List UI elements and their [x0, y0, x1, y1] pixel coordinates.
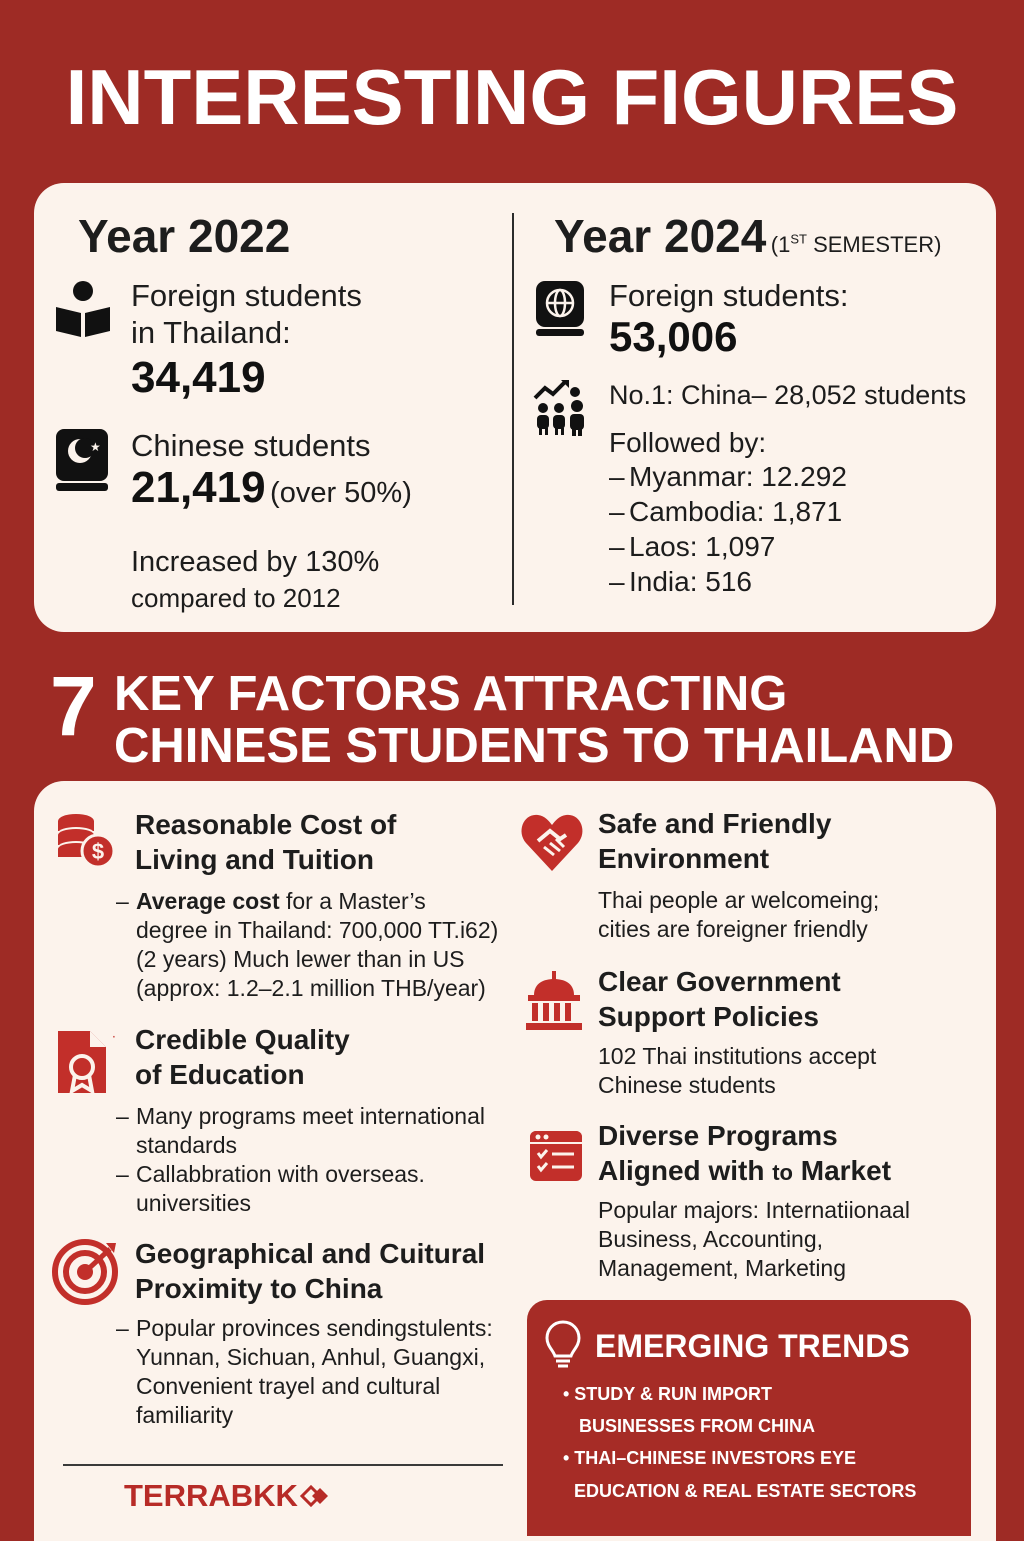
- factor-quality-body: [116, 1102, 485, 1218]
- factor-safe-body: [598, 886, 879, 944]
- footer-divider: [63, 1464, 503, 1466]
- semester-suffix: SEMESTER): [806, 232, 942, 257]
- factor-programs-line-2: Business, Accounting,: [598, 1226, 824, 1252]
- factor-geo-body: [116, 1314, 493, 1430]
- factor-geo-title-1: Geographical and Cuitural: [135, 1238, 486, 1269]
- factor-safe-line-1: Thai people ar welcomeing;: [598, 887, 880, 913]
- factor-cost-title-1: Reasonable Cost of: [135, 809, 397, 840]
- factor-gov-line-2: Chinese students: [598, 1072, 776, 1098]
- country-item-myanmar: – Myanmar: 12.292: [609, 459, 847, 494]
- factor-programs-body: [598, 1196, 910, 1283]
- lightbulb-icon: [545, 1320, 581, 1375]
- chinese-students-2022-row: [131, 463, 412, 513]
- globe-book-icon: [536, 281, 584, 342]
- factor-quality-item-2: – Callabbration with overseas.: [116, 1160, 485, 1189]
- factor-geo-line-2: Yunnan, Sichuan, Anhul, Guangxi,: [136, 1344, 486, 1370]
- factor-cost-bold: Average cost: [136, 888, 280, 914]
- factor-cost-line-1: [116, 887, 498, 916]
- factor-quality-item-2-cont: universities: [136, 1190, 252, 1216]
- page-title: INTERESTING FIGURES: [65, 53, 959, 141]
- trend-item-2-cont: EDUCATION & REAL ESTATE SECTORS: [574, 1481, 917, 1501]
- factor-gov-title-2: Support Policies: [598, 1001, 819, 1032]
- country-item-india: – India: 516: [609, 564, 847, 599]
- year-2024-heading: [554, 209, 941, 263]
- factor-safe-title-2: Environment: [598, 843, 770, 874]
- factor-gov-title-1: Clear Government: [598, 966, 841, 997]
- factor-gov-line-1: 102 Thai institutions accept: [598, 1043, 877, 1069]
- svg-text:★: ★: [90, 440, 101, 454]
- svg-text:$: $: [91, 839, 105, 864]
- factor-cost-body: [116, 887, 498, 1003]
- factor-cost-line-4: (approx: 1.2–2.1 million THB/year): [136, 975, 486, 1001]
- chinese-students-2022-value: 21,419: [131, 463, 266, 512]
- factor-programs-title-2b: to: [772, 1160, 793, 1185]
- factors-heading-line-1: KEY FACTORS ATTRACTING: [114, 667, 788, 721]
- factor-geo-title-2: Proximity to China: [135, 1273, 383, 1304]
- coins-dollar-icon: [54, 811, 116, 878]
- factor-cost-title: [135, 807, 396, 877]
- factor-quality-item-1-cont: standards: [136, 1132, 238, 1158]
- logo-text: TERRABKK: [124, 1478, 298, 1513]
- factor-cost-line-2: degree in Thailand: 700,000 TT.i62): [136, 917, 499, 943]
- crescent-star-book-icon: [56, 429, 108, 496]
- certificate-ribbon-icon: [56, 1029, 114, 1100]
- factor-safe-title-1: Safe and Friendly: [598, 808, 832, 839]
- country-item-laos: – Laos: 1,097: [609, 529, 847, 564]
- checklist-icon: [530, 1131, 582, 1186]
- trend-item-1: • STUDY & RUN IMPORT: [563, 1384, 772, 1404]
- year-2022-title: Year 2022: [78, 210, 291, 262]
- foreign-students-2022-value: 34,419: [131, 353, 266, 402]
- factor-cost-title-2: Living and Tuition: [135, 844, 374, 875]
- trend-item-2: • THAI–CHINESE INVESTORS EYE: [563, 1448, 857, 1468]
- foreign-students-2024-label: Foreign students:: [609, 278, 849, 313]
- factor-programs-line-1: Popular majors: Internatiionaal: [598, 1197, 910, 1223]
- target-icon: [50, 1237, 120, 1312]
- increase-text-2: compared to 2012: [131, 583, 341, 613]
- foreign-students-2022-label-1: Foreign students: [131, 278, 362, 313]
- terrabkk-logo: [124, 1478, 332, 1514]
- factor-geo-title: [135, 1236, 485, 1306]
- chinese-students-2022-share: (over 50%): [270, 477, 412, 509]
- factor-quality-title: [135, 1022, 350, 1092]
- growth-people-icon: [531, 378, 589, 441]
- factor-geo-line-3: Convenient trayel and cultural: [136, 1373, 441, 1399]
- factor-quality-title-2: of Education: [135, 1059, 305, 1090]
- emerging-trends-title: EMERGING TRENDS: [595, 1328, 910, 1364]
- chinese-students-2022-label: Chinese students: [131, 428, 371, 463]
- foreign-students-2024-value: 53,006: [609, 313, 738, 360]
- factor-geo-line-4: familiarity: [136, 1402, 234, 1428]
- semester-label: [771, 232, 942, 257]
- heart-handshake-icon: [520, 811, 584, 878]
- followed-by-label: Followed by:: [609, 427, 767, 458]
- factor-programs-title-2a: Aligned with: [598, 1155, 773, 1186]
- factor-safe-title: [598, 806, 831, 876]
- semester-prefix: (1: [770, 232, 791, 257]
- factor-programs-title: [598, 1118, 891, 1190]
- column-divider: [512, 213, 514, 605]
- factor-geo-line-1: – Popular provinces sendingstulents:: [116, 1314, 493, 1343]
- emerging-trends-box: [527, 1300, 971, 1536]
- factor-programs-title-1: Diverse Programs: [598, 1120, 838, 1151]
- factor-cost-line-3: (2 years) Much lewer than in US: [136, 946, 465, 972]
- country-list: [609, 459, 847, 599]
- reading-student-icon: [54, 279, 112, 344]
- government-building-icon: [524, 971, 584, 1036]
- semester-sup: ST: [790, 231, 807, 247]
- factors-heading: [114, 668, 1004, 772]
- factor-gov-body: [598, 1042, 876, 1100]
- logo-diamond-icon: [298, 1483, 332, 1509]
- factor-cost-line-1-rest: for a Master’s: [279, 888, 426, 914]
- foreign-students-2022-label-2: in Thailand:: [131, 315, 291, 350]
- factor-programs-line-3: Management, Marketing: [598, 1255, 847, 1281]
- trend-item-1-cont: BUSINESSES FROM CHINA: [579, 1416, 816, 1436]
- factor-gov-title: [598, 964, 841, 1034]
- figures-card: [34, 183, 996, 632]
- factor-quality-title-1: Credible Quality: [135, 1024, 350, 1055]
- top-country-text: No.1: China– 28,052 students: [609, 380, 967, 410]
- factor-safe-line-2: cities are foreigner friendly: [598, 916, 868, 942]
- factor-programs-title-2c: Market: [792, 1155, 892, 1186]
- increase-text-1: Increased by 130%: [131, 546, 380, 578]
- year-2024-title: Year 2024: [554, 210, 767, 262]
- svg-text:·: ·: [112, 1030, 116, 1044]
- factors-heading-line-2: CHINESE STUDENTS TO THAILAND: [114, 719, 955, 773]
- factor-programs-title-2: [598, 1153, 891, 1190]
- factors-number: 7: [50, 659, 97, 753]
- factor-quality-item-1: – Many programs meet international: [116, 1102, 485, 1131]
- country-item-cambodia: – Cambodia: 1,871: [609, 494, 847, 529]
